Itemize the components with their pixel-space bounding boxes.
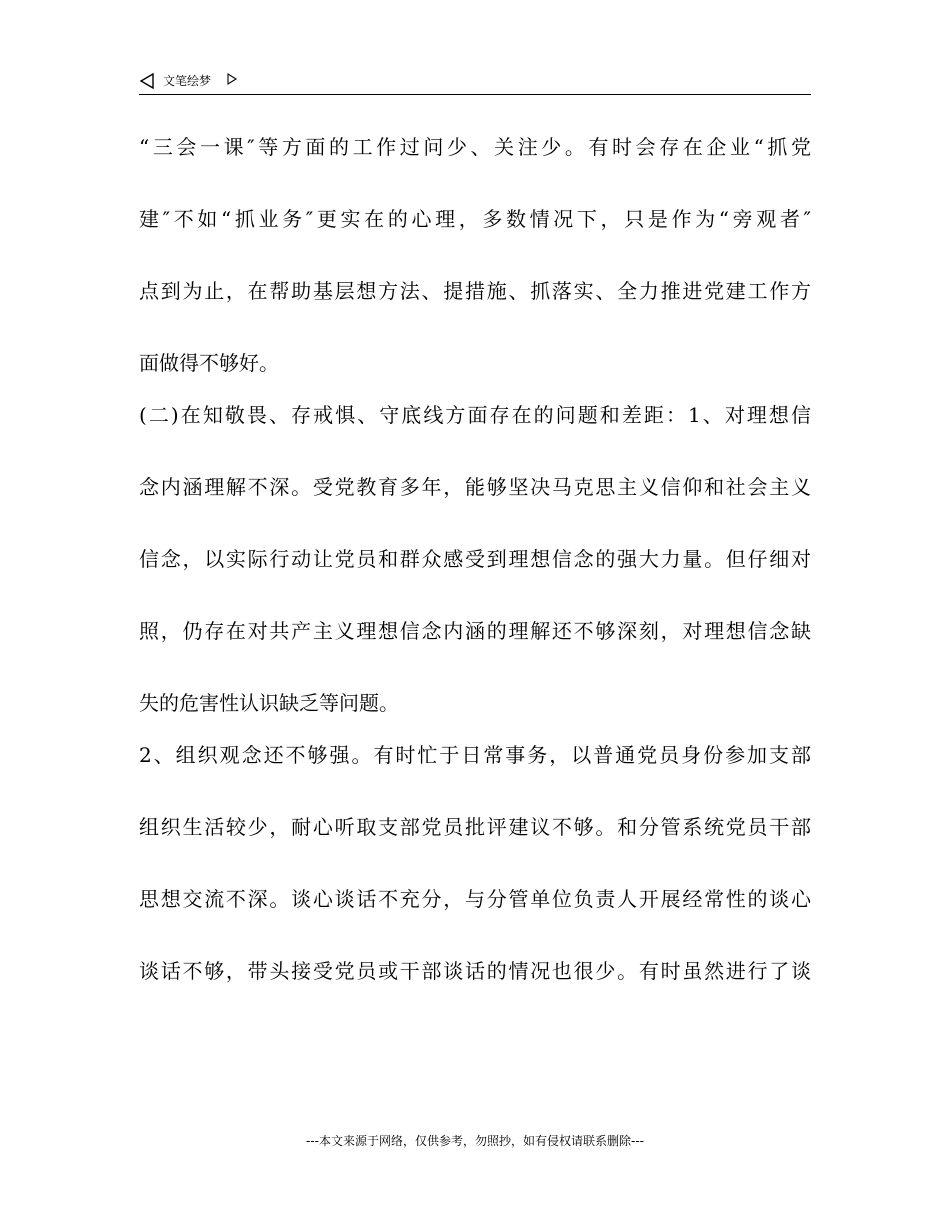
footer-disclaimer: ---本文来源于网络，仅供参考，勿照抄，如有侵权请联系删除---: [306, 1134, 644, 1148]
text-line: 照，仍存在对共产主义理想信念内涵的理解还不够深刻，对理想信念缺: [139, 619, 811, 643]
text-line: 2、组织观念还不够强。有时忙于日常事务，以普通党员身份参加支部: [139, 743, 811, 767]
text-line: 组织生活较少，耐心听取支部党员批评建议不够。和分管系统党员干部: [139, 815, 811, 839]
text-line: 信念，以实际行动让党员和群众感受到理想信念的强大力量。但仔细对: [139, 547, 811, 571]
text-line: (二)在知敬畏、存戒惧、守底线方面存在的问题和差距：1、对理想信: [139, 403, 811, 427]
document-body: [139, 126, 811, 992]
triangle-right-small-icon: [227, 73, 237, 85]
text-line: 谈话不够，带头接受党员或干部谈话的情况也很少。有时虽然进行了谈: [139, 959, 811, 983]
text-line: “三会一课″等方面的工作过问少、关注少。有时会存在企业“抓党: [139, 135, 811, 159]
header-title: 文笔绘梦: [163, 74, 212, 88]
text-line: 念内涵理解不深。受党教育多年，能够坚决马克思主义信仰和社会主义: [139, 475, 811, 499]
text-line: 失的危害性认识缺乏等问题。: [139, 691, 399, 715]
page-header: [139, 70, 811, 95]
text-line: 建″不如“抓业务″更实在的心理，多数情况下，只是作为“旁观者″: [139, 207, 811, 231]
triangle-left-outline-icon: [139, 73, 155, 89]
text-line: 思想交流不深。谈心谈话不充分，与分管单位负责人开展经常性的谈心: [139, 887, 811, 911]
text-line: 面做得不够好。: [139, 351, 279, 375]
text-line: 点到为止，在帮助基层想方法、提措施、抓落实、全力推进党建工作方: [139, 279, 811, 303]
